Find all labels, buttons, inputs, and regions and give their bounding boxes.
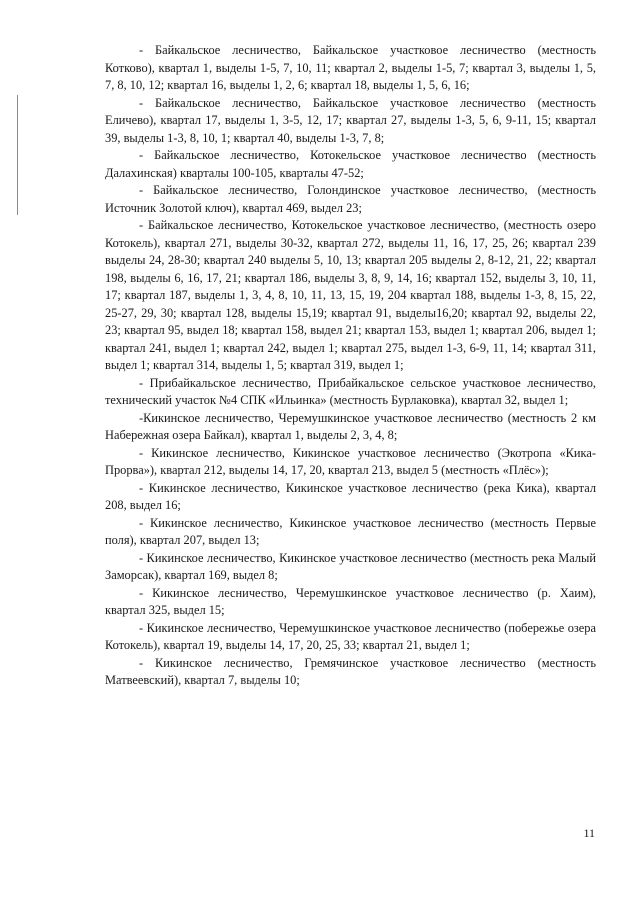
- paragraph-baikal-dalakhinskaya: - Байкальское лесничество, Котокельское участковое лесничество (местность Далахинская) кварталы 100-105, кварталы 47-52;: [105, 148, 596, 180]
- paragraph-kikinskoe-kika-river: - Кикинское лесничество, Кикинское участковое лесничество (река Кика), квартал 208, выдел 16;: [105, 480, 596, 512]
- paragraph-baikal-kotkovo: - Байкальское лесничество, Байкальское участковое лесничество (местность Котково), квартал 1, выделы 1-5, 7, 10, 11; квартал 2, выделы 1-5, 7; квартал 3, выделы 1, 5, 7, 8, 10, 12; квартал 16, выделы 1, 2, 6; квартал 18, выделы 1, 5, 6, 16;: [105, 43, 596, 92]
- paragraph-kikinskoe-kotokel-shore: - Кикинское лесничество, Черемушкинское участковое лесничество (побережье озера Котокель), квартал 19, выделы 14, 17, 20, 25, 33; квартал 21, выдел 1;: [105, 620, 596, 652]
- paragraph-baikal-zolotoy-klyuch: - Байкальское лесничество, Голондинское участковое лесничество, (местность Источник Золотой ключ), квартал 469, выдел 23;: [105, 183, 596, 215]
- paragraph-kikinskoe-2km: -Кикинское лесничество, Черемушкинское участковое лесничество (местность 2 км Набережная озера Байкал), квартал 1, выделы 2, 3, 4, 8;: [105, 410, 596, 442]
- paragraph-baikal-kotokel-lake: - Байкальское лесничество, Котокельское участковое лесничество, (местность озеро Котокель), квартал 271, выделы 30-32, квартал 272, выделы 11, 16, 17, 25, 26; квартал 239 выделы 24, 28-30; квартал 240 выделы 5, 10, 13; квартал 205 выделы 2, 8-12, 21, 22; квартал 198, выделы 6, 16, 17, 21; квартал 186, выделы 3, 8, 9, 14, 16; квартал 152, выделы 3, 10, 11, 17; квартал 187, выделы 1, 3, 4, 8, 10, 11, 13, 15, 19, 204 квартал 188, выделы 1-3, 8, 15, 22, 25-27, 29, 30; квартал 128, выделы 15,19; квартал 91, выделы16,20; квартал 92, выделы 22, 23; квартал 95, выдел 18; квартал 158, выдел 21; квартал 153, выдел 1; квартал 206, выдел 1; квартал 241, выдел 1; квартал 242, выдел 1; квартал 275, выдел 1-3, 6-9, 11, 14; квартал 311, выдел 1; квартал 314, выделы 1, 5; квартал 319, выдел 1;: [105, 218, 596, 372]
- paragraph-pribaikal-burlakovka: - Прибайкальское лесничество, Прибайкальское сельское участковое лесничество, технический участок №4 СПК «Ильинка» (местность Бурлаковка), квартал 32, выдел 1;: [105, 375, 596, 407]
- document-body: [105, 42, 596, 690]
- paragraph-kikinskoe-matveevskiy: - Кикинское лесничество, Гремячинское участковое лесничество (местность Матвеевский), квартал 7, выделы 10;: [105, 655, 596, 687]
- paragraph-kikinskoe-ecotrail: - Кикинское лесничество, Кикинское участковое лесничество (Экотропа «Кика-Прорва»), квартал 212, выделы 14, 17, 20, квартал 213, выдел 5 (местность «Плёс»);: [105, 445, 596, 477]
- binding-margin-line: [17, 95, 18, 215]
- page-number: 11: [583, 826, 595, 840]
- paragraph-kikinskoe-khaim: - Кикинское лесничество, Черемушкинское участковое лесничество (р. Хаим), квартал 325, выдел 15;: [105, 585, 596, 617]
- paragraph-kikinskoe-malyi-zamorsak: - Кикинское лесничество, Кикинское участковое лесничество (местность река Малый Заморсак), квартал 169, выдел 8;: [105, 550, 596, 582]
- paragraph-baikal-elichevo: - Байкальское лесничество, Байкальское участковое лесничество (местность Еличево), квартал 17, выделы 1, 3-5, 12, 17; квартал 27, выделы 1-3, 5, 6, 9-11, 15; квартал 39, выделы 1-3, 8, 10, 1; квартал 40, выделы 1-3, 7, 8;: [105, 95, 596, 145]
- paragraph-kikinskoe-pervye-polya: - Кикинское лесничество, Кикинское участковое лесничество (местность Первые поля), квартал 207, выдел 13;: [105, 515, 596, 547]
